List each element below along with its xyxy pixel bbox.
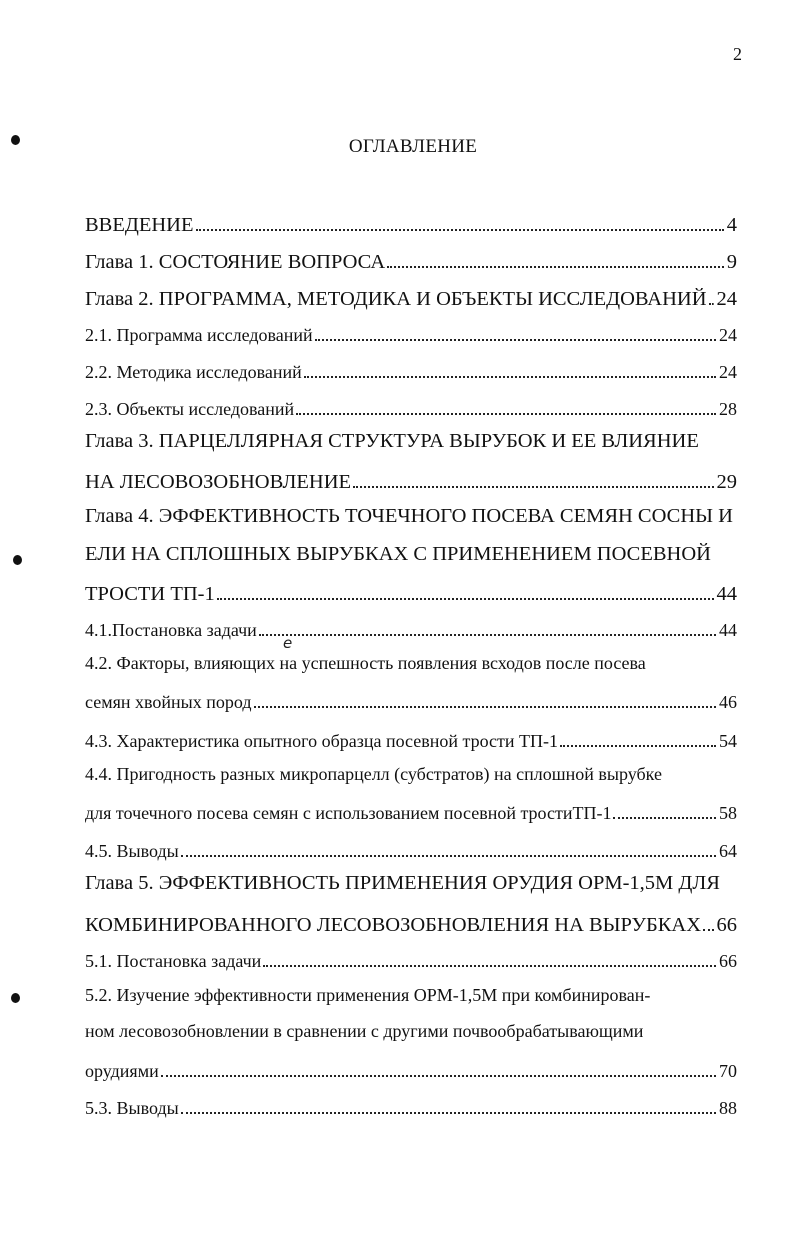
toc-entry[interactable]: для точечного посева семян с использованием посевной тростиТП-1 58 [85, 800, 737, 824]
toc-entry[interactable]: 2.2. Методика исследований 24 [85, 359, 737, 383]
toc-entry[interactable]: Глава 1. СОСТОЯНИЕ ВОПРОСА 9 [85, 247, 737, 274]
dot-leader [259, 617, 716, 636]
toc-entry[interactable]: НА ЛЕСОВОЗОБНОВЛЕНИЕ 29 [85, 467, 737, 494]
toc-entry[interactable]: 4.3. Характеристика опытного образца посевной трости ТП-1 54 [85, 728, 737, 752]
toc-entry[interactable]: 4.1.Постановка задачи 44 [85, 617, 737, 641]
dot-leader [181, 838, 716, 857]
toc-entry[interactable]: 2.3. Объекты исследований 28 [85, 396, 737, 420]
dot-leader [353, 467, 713, 488]
toc-entry[interactable]: 5.2. Изучение эффективности применения ОРМ-1,5М при комбинирован- [85, 985, 651, 1005]
toc-entry[interactable]: 5.3. Выводы 88 [85, 1095, 737, 1119]
toc-entry[interactable]: 4.2. Факторы, влияющих на успешность появления всходов после посева [85, 653, 646, 673]
dot-leader [217, 579, 714, 600]
toc-entry[interactable]: 2.1. Программа исследований 24 [85, 322, 737, 346]
toc-entry[interactable]: ЕЛИ НА СПЛОШНЫХ ВЫРУБКАХ С ПРИМЕНЕНИЕМ ПОСЕВНОЙ [85, 543, 711, 565]
toc-entry[interactable]: семян хвойных пород 46 [85, 689, 737, 713]
toc-entry[interactable]: ном лесовозобновлении в сравнении с другими почвообрабатывающими [85, 1021, 644, 1041]
dot-leader [560, 728, 716, 747]
dot-leader [263, 948, 716, 967]
page-title: ОГЛАВЛЕНИЕ [348, 136, 478, 157]
margin-dot [11, 135, 20, 145]
toc-entry[interactable]: 4.5. Выводы 64 [85, 838, 737, 862]
margin-dot [13, 555, 22, 565]
dot-leader [161, 1058, 716, 1077]
toc-entry[interactable]: 5.1. Постановка задачи 66 [85, 948, 737, 972]
toc-entry[interactable]: Глава 3. ПАРЦЕЛЛЯРНАЯ СТРУКТУРА ВЫРУБОК И ЕЕ ВЛИЯНИЕ [85, 430, 699, 452]
dot-leader [709, 284, 714, 305]
dot-leader [387, 247, 724, 268]
toc-entry[interactable]: КОМБИНИРОВАННОГО ЛЕСОВОЗОБНОВЛЕНИЯ НА ВЫРУБКАХ 66 [85, 910, 737, 937]
page-number: 2 [733, 44, 742, 64]
dot-leader [196, 210, 724, 231]
margin-dot [11, 993, 20, 1003]
dot-leader [254, 689, 716, 708]
toc-entry[interactable]: ВВЕДЕНИЕ 4 [85, 210, 737, 237]
toc-entry[interactable]: орудиями 70 [85, 1058, 737, 1082]
dot-leader [181, 1095, 716, 1114]
dot-leader [304, 359, 716, 378]
dot-leader [613, 800, 716, 819]
handwritten-mark: е [283, 634, 293, 652]
toc-entry[interactable]: Глава 4. ЭФФЕКТИВНОСТЬ ТОЧЕЧНОГО ПОСЕВА СЕМЯН СОСНЫ И [85, 505, 733, 527]
toc-entry[interactable]: ТРОСТИ ТП-1 44 [85, 579, 737, 606]
dot-leader [315, 322, 716, 341]
dot-leader [703, 910, 713, 931]
toc-entry[interactable]: Глава 2. ПРОГРАММА, МЕТОДИКА И ОБЪЕКТЫ ИССЛЕДОВАНИЙ 24 [85, 284, 737, 311]
toc-entry[interactable]: Глава 5. ЭФФЕКТИВНОСТЬ ПРИМЕНЕНИЯ ОРУДИЯ ОРМ-1,5М ДЛЯ [85, 872, 720, 894]
dot-leader [296, 396, 716, 415]
toc-entry[interactable]: 4.4. Пригодность разных микропарцелл (субстратов) на сплошной вырубке [85, 764, 662, 784]
